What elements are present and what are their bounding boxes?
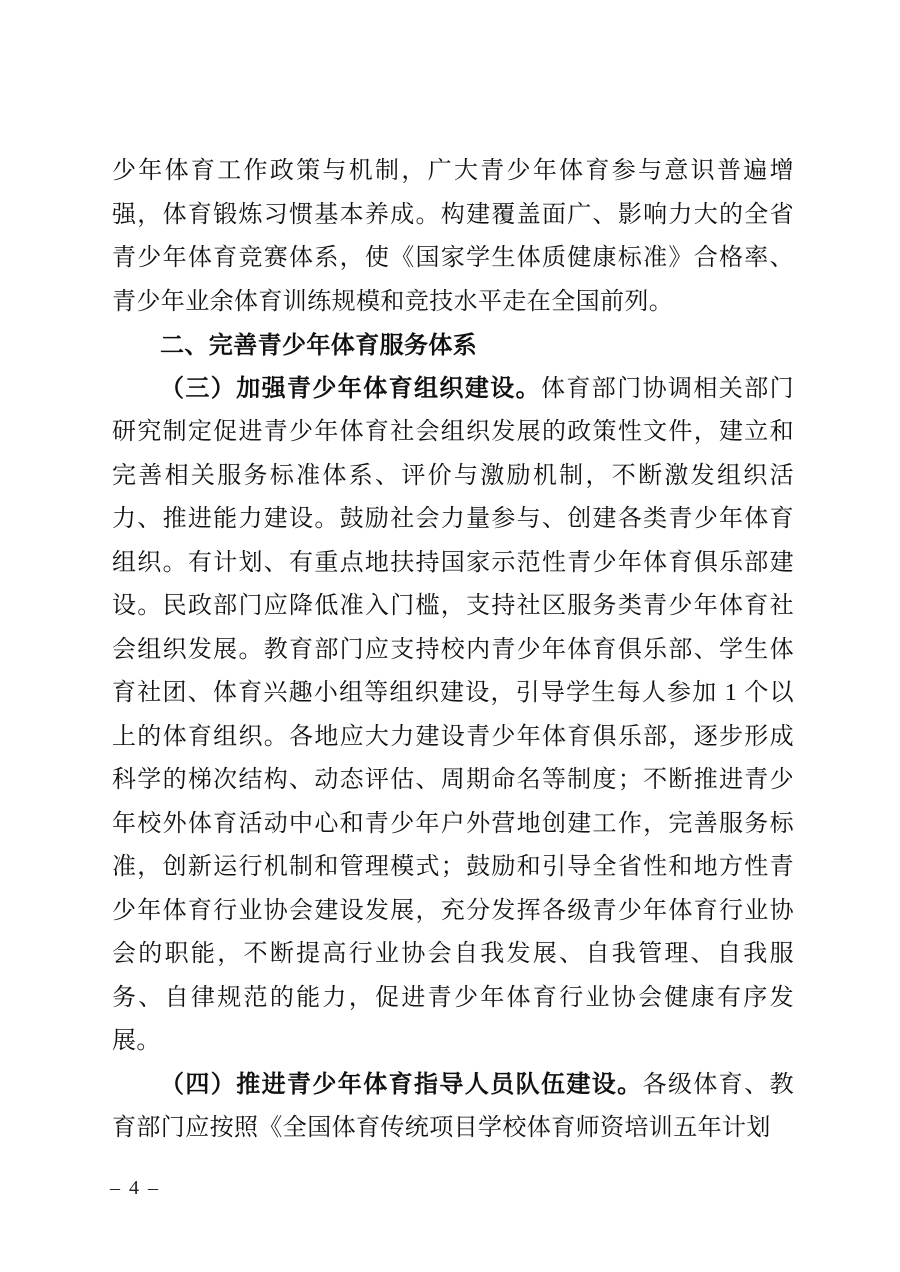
paragraph-lead: （三）加强青少年体育组织建设。	[160, 375, 541, 402]
paragraph-text: 各级体育、教育部门应按照《全国体育传统项目学校体育师资培训五年计划	[112, 1071, 794, 1141]
paragraph-text: 少年体育工作政策与机制，广大青少年体育参与意识普遍增强，体育锻炼习惯基本养成。构建覆盖面广、影响力大的全省青少年体育竞赛体系，使《国家学生体质健康标准》合格率、青少年业余体育训练规模和竞技水平走在全国前列。	[112, 158, 794, 315]
document-body	[112, 150, 794, 1151]
section-heading	[112, 324, 794, 368]
page-number: – 4 –	[110, 1177, 160, 1199]
paragraph-item-4	[112, 1064, 794, 1151]
paragraph-continuation	[112, 150, 794, 324]
section-heading-text: 二、完善青少年体育服务体系	[160, 332, 478, 359]
paragraph-text: 体育部门协调相关部门研究制定促进青少年体育社会组织发展的政策性文件，建立和完善相关服务标准体系、评价与激励机制，不断激发组织活力、推进能力建设。鼓励社会力量参与、创建各类青少年体育组织。有计划、有重点地扶持国家示范性青少年体育俱乐部建设。民政部门应降低准入门槛，支持社区服务类青少年体育社会组织发展。教育部门应支持校内青少年体育俱乐部、学生体育社团、体育兴趣小组等组织建设，引导学生每人参加 1 个以上的体育组织。各地应大力建设青少年体育俱乐部，逐步形成科学的梯次结构、动态评估、周期命名等制度；不断推进青少年校外体育活动中心和青少年户外营地创建工作，完善服务标准，创新运行机制和管理模式；鼓励和引导全省性和地方性青少年体育行业协会建设发展，充分发挥各级青少年体育行业协会的职能，不断提高行业协会自我发展、自我管理、自我服务、自律规范的能力，促进青少年体育行业协会健康有序发展。	[112, 375, 794, 1054]
paragraph-lead: （四）推进青少年体育指导人员队伍建设。	[160, 1071, 643, 1098]
paragraph-item-3	[112, 368, 794, 1064]
